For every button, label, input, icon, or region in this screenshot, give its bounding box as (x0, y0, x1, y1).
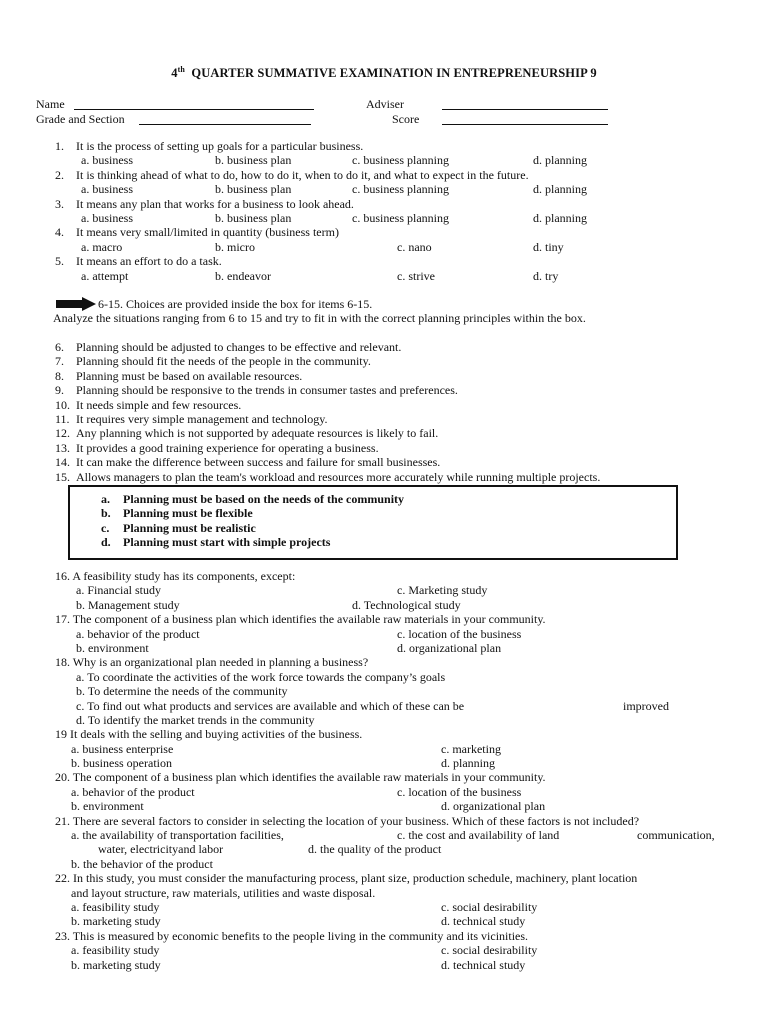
part3-questions (0, 569, 768, 972)
header-row-name (36, 97, 736, 112)
option-a[interactable]: a. business (81, 153, 133, 168)
option-c[interactable]: c. social desirability (441, 943, 538, 958)
question-20: 20. The component of a business plan which identifies the available raw materials in your community. (55, 770, 546, 785)
part2-questions (0, 340, 768, 484)
option-a[interactable]: a. behavior of the product (76, 626, 200, 641)
option-a[interactable]: a. business (81, 210, 133, 225)
question-18-option-c (0, 699, 768, 713)
header-row-grade (36, 112, 736, 127)
option-a[interactable]: a. Financial study (76, 583, 161, 598)
title-superscript: th (177, 65, 185, 74)
question-21: 21. There are several factors to consider in selecting the location of your business. Which of these factors is not included? (55, 813, 640, 828)
option-b[interactable]: b. endeavor (215, 268, 271, 283)
question-20-options-bd (0, 799, 768, 813)
title-number: 4 (171, 66, 178, 80)
option-b[interactable]: b. marketing study (71, 914, 161, 929)
score-label: Score (392, 112, 420, 126)
option-a-continued: water, electricityand labor (98, 842, 224, 857)
option-d[interactable]: d. To identify the market trends in the community (76, 712, 315, 727)
option-b[interactable]: b. To determine the needs of the community (76, 684, 288, 699)
option-c[interactable]: c. the cost and availability of land (397, 828, 560, 843)
option-c[interactable]: c. business planning (352, 210, 449, 225)
option-c-tail: improved (623, 698, 669, 713)
choice-a: a. Planning must be based on the needs of the community (101, 492, 405, 506)
instruction-block (0, 297, 768, 326)
adviser-label: Adviser (366, 97, 404, 111)
option-d[interactable]: d. the quality of the product (308, 842, 442, 857)
option-d[interactable]: d. planning (533, 153, 587, 168)
question-3-options (0, 211, 768, 225)
option-a[interactable]: a. feasibility study (71, 943, 160, 958)
option-a[interactable]: a. behavior of the product (71, 784, 195, 799)
question-3: 3. It means any plan that works for a business to look ahead. (55, 196, 354, 211)
part1-questions (0, 139, 768, 283)
question-22-options-bd (0, 914, 768, 928)
option-b[interactable]: b. micro (215, 239, 255, 254)
option-d[interactable]: d. try (533, 268, 559, 283)
option-a[interactable]: a. To coordinate the activities of the work force towards the company’s goals (76, 669, 446, 684)
option-b[interactable]: b. marketing study (71, 957, 161, 972)
name-label: Name (36, 97, 65, 111)
option-c[interactable]: c. nano (397, 239, 432, 254)
option-b[interactable]: b. business plan (215, 210, 292, 225)
question-16-options-ac (0, 583, 768, 597)
question-4-options (0, 240, 768, 254)
option-b[interactable]: b. environment (71, 799, 144, 814)
question-5: 5. It means an effort to do a task. (55, 254, 222, 269)
question-18-option-a (0, 670, 768, 684)
question-18-option-d (0, 713, 768, 727)
option-a[interactable]: a. attempt (81, 268, 129, 283)
question-16-options-bd (0, 598, 768, 612)
choice-c: c. Planning must be realistic (101, 520, 256, 535)
question-1-options (0, 153, 768, 167)
question-2: 2. It is thinking ahead of what to do, how to do it, when to do it, and what to expect in the future. (55, 167, 529, 182)
question-12: 12. Any planning which is not supported by adequate resources is likely to fail. (55, 426, 439, 441)
question-4: 4. It means very small/limited in quantity (business term) (55, 225, 339, 240)
option-b[interactable]: b. business plan (215, 153, 292, 168)
instruction-range: 6-15. Choices are provided inside the box for items 6-15. (98, 297, 373, 311)
option-a[interactable]: a. feasibility study (71, 899, 160, 914)
option-b[interactable]: b. environment (76, 640, 149, 655)
option-a[interactable]: a. business (81, 182, 133, 197)
question-2-options (0, 182, 768, 196)
question-19: 19 It deals with the selling and buying activities of the business. (55, 727, 363, 742)
question-17-options-bd (0, 641, 768, 655)
option-a[interactable]: a. the availability of transportation facilities, (71, 828, 284, 843)
option-d[interactable]: d. tiny (533, 239, 564, 254)
question-13: 13. It provides a good training experience for operating a business. (55, 440, 379, 455)
instruction-text: Analyze the situations ranging from 6 to 15 and try to fit in with the correct planning principles within the box. (53, 311, 586, 326)
question-19-options-ac (0, 742, 768, 756)
question-1: 1. It is the process of setting up goals for a particular business. (55, 139, 364, 153)
question-9: 9. Planning should be responsive to the trends in consumer tastes and preferences. (55, 383, 458, 398)
option-c[interactable]: c. business planning (352, 153, 449, 168)
question-18-option-b (0, 684, 768, 698)
choice-b: b. Planning must be flexible (101, 506, 253, 521)
option-c[interactable]: c. Marketing study (397, 583, 488, 598)
option-c[interactable]: c. To find out what products and services are available and which of these can be (76, 698, 465, 713)
option-d[interactable]: d. technical study (441, 957, 526, 972)
option-b[interactable]: b. business operation (71, 756, 172, 771)
grade-label: Grade and Section (36, 112, 125, 126)
option-d[interactable]: d. technical study (441, 914, 526, 929)
option-b[interactable]: b. the behavior of the product (71, 856, 213, 871)
question-6: 6. Planning should be adjusted to changes to be effective and relevant. (55, 340, 402, 354)
title-text: QUARTER SUMMATIVE EXAMINATION IN ENTREPRENEURSHIP 9 (191, 66, 597, 80)
question-10: 10. It needs simple and few resources. (55, 397, 242, 412)
question-17-options-ac (0, 627, 768, 641)
option-d[interactable]: d. organizational plan (397, 640, 502, 655)
question-19-options-bd (0, 756, 768, 770)
question-7: 7. Planning should fit the needs of the people in the community. (55, 354, 371, 369)
option-d[interactable]: d. planning (533, 210, 587, 225)
option-d[interactable]: d. planning (441, 756, 495, 771)
question-22-options-ac (0, 900, 768, 914)
question-22-cont: and layout structure, raw materials, utilities and waste disposal. (71, 885, 376, 900)
option-c[interactable]: c. location of the business (397, 626, 522, 641)
option-c[interactable]: c. location of the business (397, 784, 522, 799)
option-d[interactable]: d. organizational plan (441, 799, 546, 814)
option-c[interactable]: c. social desirability (441, 899, 538, 914)
question-16: 16. A feasibility study has its components, except: (55, 569, 296, 583)
exam-title (0, 66, 768, 80)
option-a[interactable]: a. macro (81, 239, 123, 254)
question-11: 11. It requires very simple management and technology. (55, 411, 328, 426)
question-21-option-b (0, 857, 768, 871)
question-14: 14. It can make the difference between success and failure for small businesses. (55, 455, 441, 470)
option-c[interactable]: c. marketing (441, 741, 501, 756)
question-15: 15. Allows managers to plan the team's workload and resources more accurately while running multiple projects. (55, 469, 601, 484)
option-c-tail: communication, (637, 828, 715, 843)
choices-box (68, 485, 678, 560)
question-23-options-ac (0, 943, 768, 957)
option-b[interactable]: b. business plan (215, 182, 292, 197)
question-5-options (0, 269, 768, 283)
option-d[interactable]: d. planning (533, 182, 587, 197)
option-c[interactable]: c. strive (397, 268, 435, 283)
question-20-options-ac (0, 785, 768, 799)
question-17: 17. The component of a business plan which identifies the available raw materials in your community. (55, 612, 546, 627)
question-23-options-bd (0, 958, 768, 972)
choice-d: d. Planning must start with simple projects (101, 535, 331, 550)
question-18: 18. Why is an organizational plan needed in planning a business? (55, 655, 369, 670)
question-23: 23. This is measured by economic benefits to the people living in the community and its vicinities. (55, 928, 529, 943)
option-c[interactable]: c. business planning (352, 182, 449, 197)
question-22: 22. In this study, you must consider the manufacturing process, plant size, production schedule, machinery, plant location (55, 871, 638, 886)
option-d[interactable]: d. Technological study (352, 597, 461, 612)
question-8: 8. Planning must be based on available resources. (55, 368, 303, 383)
question-21-options-a2d (0, 842, 768, 856)
option-b[interactable]: b. Management study (76, 597, 180, 612)
option-a[interactable]: a. business enterprise (71, 741, 174, 756)
question-21-options-ac (0, 828, 768, 842)
